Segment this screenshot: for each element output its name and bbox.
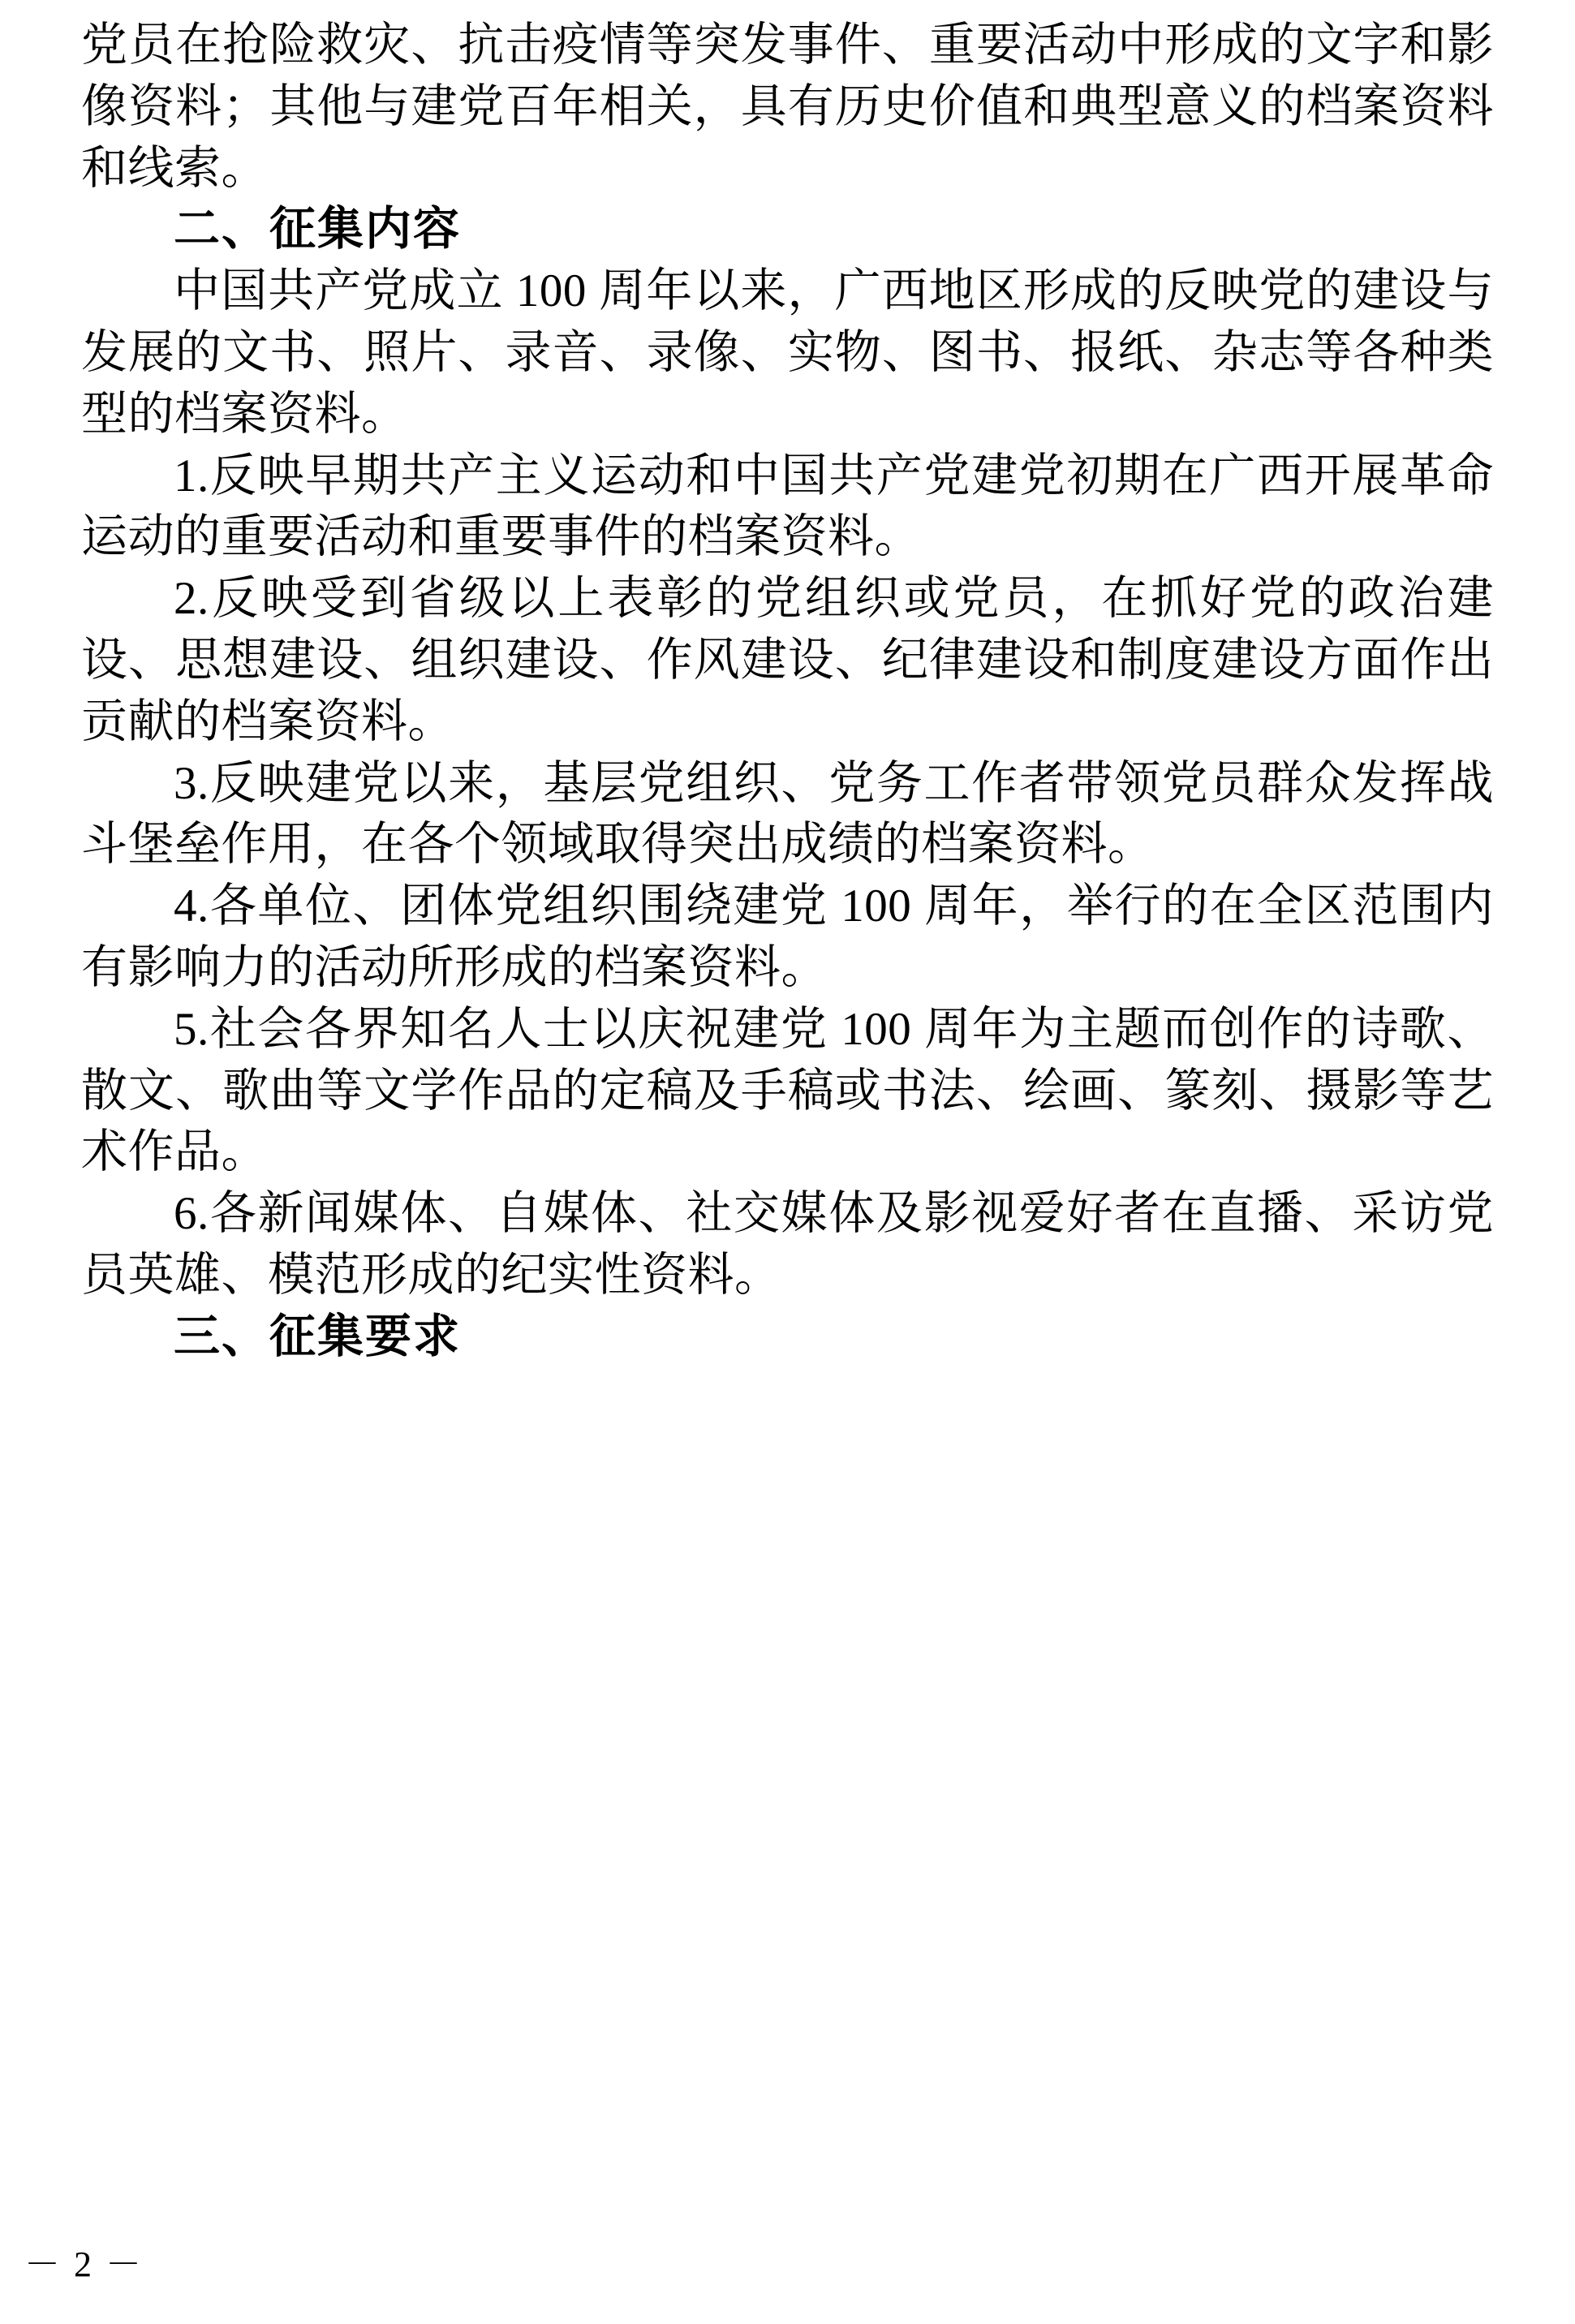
paragraph-section-two-intro: 中国共产党成立 100 周年以来，广西地区形成的反映党的建设与发展的文书、照片、录音、录像、实物、图书、报纸、杂志等各种类型的档案资料。 xyxy=(81,265,1494,440)
paragraph-item-2: 2.反映受到省级以上表彰的党组织或党员，在抓好党的政治建设、思想建设、组织建设、作风建设、纪律建设和制度建设方面作出贡献的档案资料。 xyxy=(81,573,1494,747)
paragraph-item-5: 5.社会各界知名人士以庆祝建党 100 周年为主题而创作的诗歌、散文、歌曲等文学作品的定稿及手稿或书法、绘画、篆刻、摄影等艺术作品。 xyxy=(81,1003,1494,1178)
paragraph-item-4: 4.各单位、团体党组织围绕建党 100 周年，举行的在全区范围内有影响力的活动所形成的档案资料。 xyxy=(81,880,1494,993)
document-body xyxy=(81,0,1494,1368)
paragraph-item-3: 3.反映建党以来，基层党组织、党务工作者带领党员群众发挥战斗堡垒作用，在各个领域取得突出成绩的档案资料。 xyxy=(81,757,1494,871)
page-number-footer: － 2 － xyxy=(24,2244,144,2284)
heading-section-two: 二、征集内容 xyxy=(174,203,461,256)
paragraph-item-6: 6.各新闻媒体、自媒体、社交媒体及影视爱好者在直播、采访党员英雄、模范形成的纪实性资料。 xyxy=(81,1188,1494,1301)
heading-section-three: 三、征集要求 xyxy=(174,1310,461,1362)
paragraph-continuation: 党员在抢险救灾、抗击疫情等突发事件、重要活动中形成的文字和影像资料；其他与建党百年相关，具有历史价值和典型意义的档案资料和线索。 xyxy=(81,19,1494,194)
paragraph-item-1: 1.反映早期共产主义运动和中国共产党建党初期在广西开展革命运动的重要活动和重要事件的档案资料。 xyxy=(81,450,1494,563)
